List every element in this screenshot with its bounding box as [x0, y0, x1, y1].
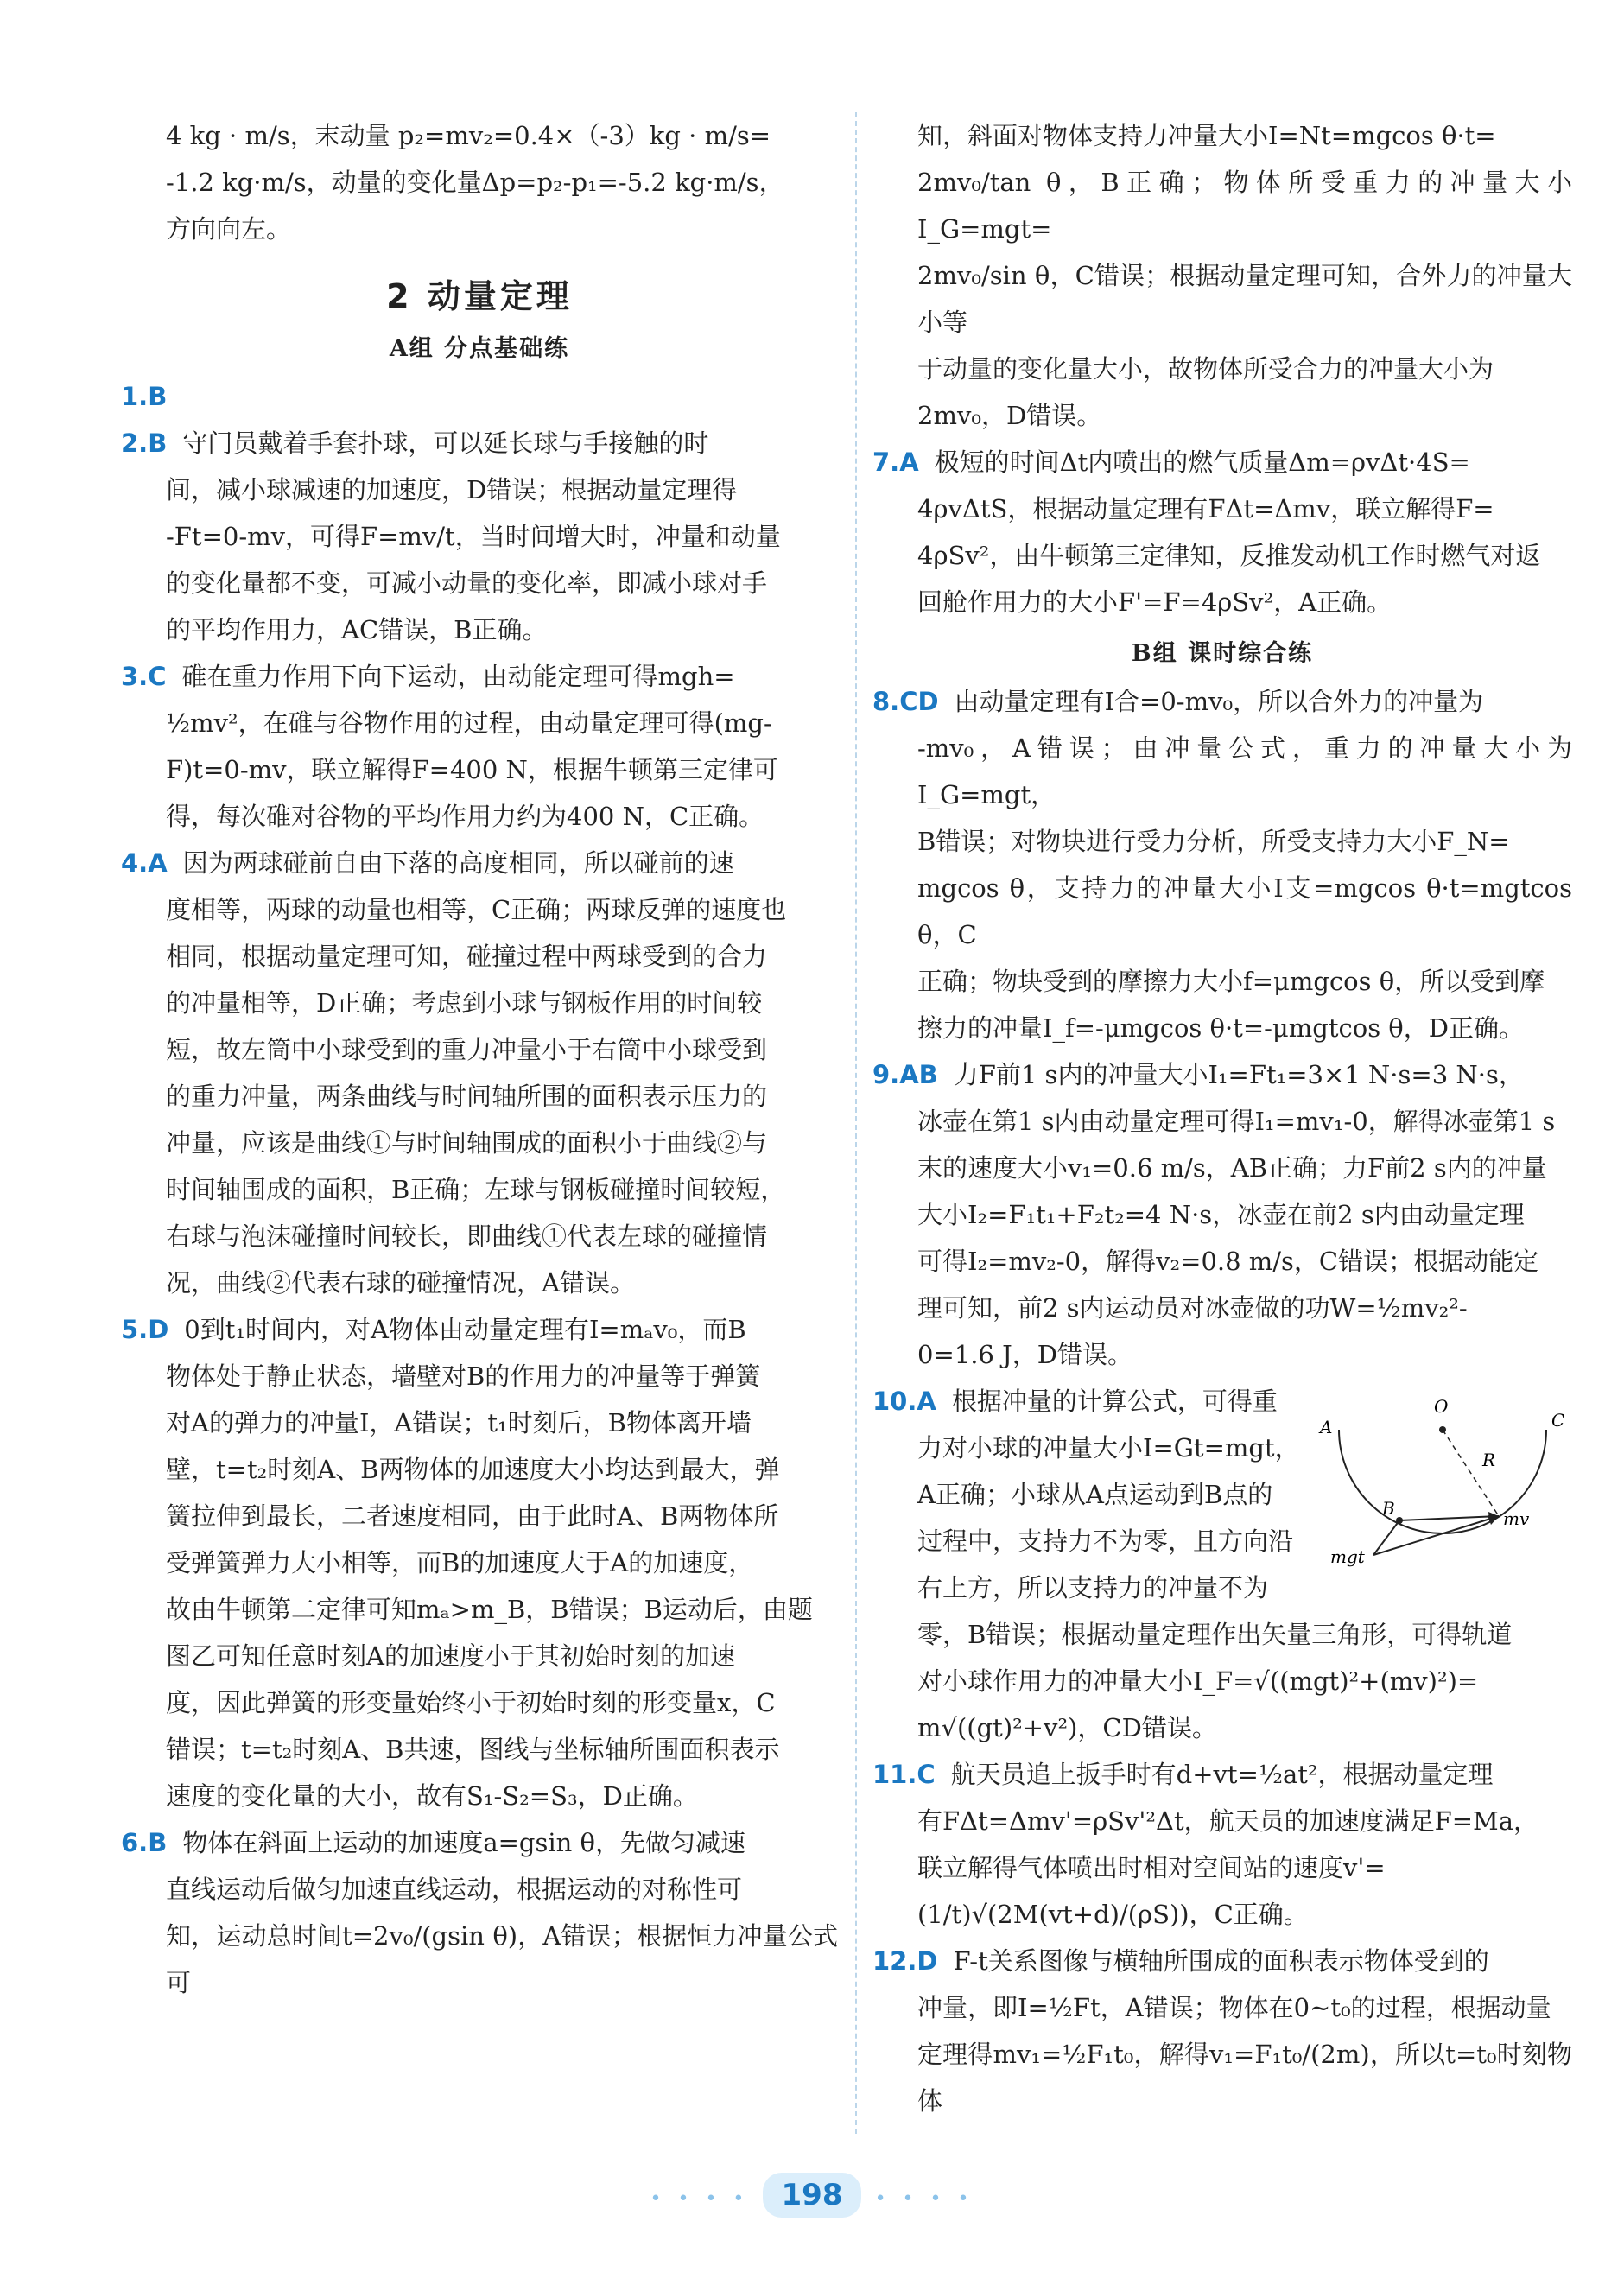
- ball-point-b: [1396, 1517, 1403, 1524]
- question-number: [872, 1387, 936, 1416]
- vector-mgt: [1373, 1520, 1399, 1555]
- answer-choice: A: [148, 848, 168, 878]
- text-line: F)t=0-mv，联立解得F=400 N，根据牛顿第三定律可: [166, 755, 778, 784]
- radius-line: [1443, 1430, 1499, 1516]
- number-text: 2.: [121, 428, 149, 458]
- text-line: 对A的弹力的冲量I，A错误；t₁时刻后，B物体离开墙: [166, 1408, 752, 1437]
- text-line: 的变化量都不变，可减小动量的变化率，即减小球对手: [166, 568, 768, 598]
- answer-choice: B: [148, 428, 168, 458]
- text-line: 冰壶在第1 s内由动量定理可得I₁=mv₁-0，解得冰壶第1 s: [917, 1107, 1556, 1136]
- text-line: (1/t)√(2M(vt+d)/(ρS))，C正确。: [917, 1900, 1309, 1929]
- text-line: ½mv²，在碓与谷物作用的过程，由动量定理可得(mg-: [166, 708, 772, 738]
- answer-1: [121, 373, 838, 420]
- text-line: 回舱作用力的大小F'=F=4ρSv²，A正确。: [917, 587, 1392, 617]
- answer-3: [121, 653, 838, 700]
- text-line: 于动量的变化量大小，故物体所受合力的冲量大小为: [917, 354, 1494, 384]
- right-column: [872, 112, 1572, 2124]
- question-number: [872, 1060, 938, 1089]
- text-line: 碓在重力作用下向下运动，由动能定理可得mgh=: [181, 662, 735, 691]
- number-text: 8.: [872, 687, 900, 716]
- text-line: -1.2 kg·m/s，动量的变化量Δp=p₂-p₁=-5.2 kg·m/s，: [166, 168, 784, 197]
- number-text: 9.: [872, 1060, 900, 1089]
- text-line: 定理得mv₁=½F₁t₀，解得v₁=F₁t₀/(2m)，所以t=t₀时刻物体: [917, 2040, 1572, 2116]
- momentum-vector-mv: [1399, 1516, 1499, 1520]
- text-line: 2mv₀/sin θ，C错误；根据动量定理可知，合外力的冲量大小等: [917, 261, 1572, 337]
- number-text: 1.: [121, 382, 149, 411]
- text-line: 力F前1 s内的冲量大小I₁=Ft₁=3×1 N·s=3 N·s，: [953, 1060, 1524, 1089]
- question-number: [121, 382, 167, 411]
- question-number: [121, 1315, 168, 1344]
- resultant-vector: [1373, 1516, 1499, 1555]
- number-text: 10.: [872, 1387, 917, 1416]
- answer-choice: D: [148, 1315, 169, 1344]
- text-line: 冲量，即I=½Ft，A错误；物体在0~t₀的过程，根据动量: [917, 1993, 1551, 2022]
- question-number: [121, 662, 167, 691]
- text-line: 壁，t=t₂时刻A、B两物体的加速度大小均达到最大，弹: [166, 1455, 780, 1484]
- text-line: 因为两球碰前自由下落的高度相同，所以碰前的速: [182, 848, 734, 878]
- number-text: 11.: [872, 1760, 917, 1789]
- text-line: 过程中，支持力不为零，且方向沿: [917, 1526, 1294, 1556]
- answer-choice: A: [917, 1387, 936, 1416]
- answer-5: [121, 1306, 838, 1353]
- question-number: [872, 447, 919, 477]
- text-line: 况，曲线②代表右球的碰撞情况，A错误。: [166, 1268, 635, 1298]
- text-line: 航天员追上扳手时有d+vt=½at²，根据动量定理: [950, 1760, 1494, 1789]
- page-number-bar: [0, 2173, 1624, 2218]
- group-b-title: B组 课时综合练: [1131, 640, 1314, 667]
- text-line: 右球与泡沫碰撞时间较长，即曲线①代表左球的碰撞情: [166, 1222, 768, 1251]
- answer-choice: B: [148, 1828, 168, 1857]
- answer-12: [872, 1938, 1572, 1984]
- text-line: 冲量，应该是曲线①与时间轴围成的面积小于曲线②与: [166, 1128, 768, 1158]
- text-line: 物体处于静止状态，墙壁对B的作用力的冲量等于弹簧: [166, 1361, 761, 1391]
- text-line: m√((gt)²+v²)，CD错误。: [917, 1713, 1217, 1742]
- text-line: 力对小球的冲量大小I=Gt=mgt，: [917, 1433, 1300, 1463]
- text-line: 的平均作用力，AC错误，B正确。: [166, 615, 548, 644]
- label-a: A: [1320, 1417, 1333, 1437]
- label-o: O: [1434, 1396, 1449, 1417]
- track-diagram: [1313, 1378, 1572, 1568]
- answer-choice: A: [899, 447, 919, 477]
- answer-7: [872, 439, 1572, 485]
- answer-2: [121, 420, 838, 466]
- answer-choice: D: [917, 1946, 938, 1976]
- label-c: C: [1551, 1410, 1565, 1431]
- number-text: 7.: [872, 447, 900, 477]
- text-line: 速度的变化量的大小，故有S₁-S₂=S₃，D正确。: [166, 1781, 698, 1811]
- label-mv: mv: [1503, 1508, 1530, 1529]
- text-line: 方向向左。: [166, 214, 292, 244]
- question-number: [121, 848, 168, 878]
- text-line: 正确；物块受到的摩擦力大小f=μmgcos θ，所以受到摩: [917, 967, 1545, 996]
- text-line: 度相等，两球的动量也相等，C正确；两球反弹的速度也: [166, 895, 787, 924]
- text-line: 4 kg · m/s，末动量 p₂=mv₂=0.4×（-3）kg · m/s=: [166, 121, 771, 150]
- text-line: 相同，根据动量定理可知，碰撞过程中两球受到的合力: [166, 942, 768, 971]
- column-divider: [855, 112, 857, 2134]
- text-line: A正确；小球从A点运动到B点的: [917, 1480, 1273, 1509]
- question-number: [121, 1828, 167, 1857]
- text-line: 守门员戴着手套扑球，可以延长球与手接触的时: [182, 428, 709, 458]
- text-line: 受弹簧弹力大小相等，而B的加速度大于A的加速度，: [166, 1548, 754, 1577]
- number-text: 12.: [872, 1946, 917, 1976]
- text-line: 擦力的冲量I_f=-μmgcos θ·t=-μmgtcos θ，D正确。: [917, 1013, 1525, 1043]
- text-line: 的重力冲量，两条曲线与时间轴所围的面积表示压力的: [166, 1082, 768, 1111]
- text-line: 得，每次碓对谷物的平均作用力约为400 N，C正确。: [166, 802, 764, 831]
- text-line: 可得I₂=mv₂-0，解得v₂=0.8 m/s，C错误；根据动能定: [917, 1247, 1539, 1276]
- text-line: B错误；对物块进行受力分析，所受支持力大小F_N=: [917, 827, 1510, 856]
- question-number: [872, 1946, 937, 1976]
- answer-10-block: [872, 1378, 1572, 1611]
- number-text: 5.: [121, 1315, 149, 1344]
- group-a-title: A组 分点基础练: [389, 335, 570, 362]
- text-line: 时间轴围成的面积，B正确；左球与钢板碰撞时间较短，: [166, 1175, 786, 1204]
- text-line: 2mv₀/tan θ，B正确；物体所受重力的冲量大小I_G=mgt=: [917, 168, 1572, 244]
- question-number: [872, 1760, 936, 1789]
- answer-10: [872, 1378, 1322, 1425]
- answer-choice: B: [148, 382, 168, 411]
- text-line: 间，减小球减速的加速度，D错误；根据动量定理得: [166, 475, 738, 505]
- text-line: F-t关系图像与横轴所围成的面积表示物体受到的: [953, 1946, 1489, 1976]
- text-line: mgcos θ，支持力的冲量大小I支=mgcos θ·t=mgtcos θ，C: [917, 873, 1572, 949]
- text-line: 知，运动总时间t=2v₀/(gsin θ)，A错误；根据恒力冲量公式可: [166, 1921, 838, 1997]
- text-line: 大小I₂=F₁t₁+F₂t₂=4 N·s，冰壶在前2 s内由动量定理: [917, 1200, 1525, 1229]
- text-line: 度，因此弹簧的形变量始终小于初始时刻的形变量x，C: [166, 1688, 776, 1717]
- text-line: 直线运动后做匀加速直线运动，根据运动的对称性可: [166, 1875, 743, 1904]
- answer-4: [121, 840, 838, 886]
- text-line: 4ρvΔtS，根据动量定理有FΔt=Δmv，联立解得F=: [917, 494, 1494, 524]
- answer-8: [872, 678, 1572, 725]
- text-line: -mv₀，A错误；由冲量公式，重力的冲量大小为I_G=mgt，: [917, 733, 1572, 809]
- question-number: [121, 428, 167, 458]
- number-text: 3.: [121, 662, 149, 691]
- answer-choice: CD: [899, 687, 939, 716]
- text-line: 错误；t=t₂时刻A、B共速，图线与坐标轴所围面积表示: [166, 1735, 780, 1764]
- answer-choice: C: [148, 662, 167, 691]
- text-line: 知，斜面对物体支持力冲量大小I=Nt=mgcos θ·t=: [917, 121, 1496, 150]
- answer-choice: AB: [899, 1060, 938, 1089]
- text-line: 0=1.6 J，D错误。: [917, 1340, 1132, 1369]
- text-line: 有FΔt=Δmv'=ρSv'²Δt，航天员的加速度满足F=Ma，: [917, 1806, 1539, 1836]
- text-line: 物体在斜面上运动的加速度a=gsin θ，先做匀减速: [182, 1828, 745, 1857]
- text-line: 由动量定理有I合=0-mv₀，所以合外力的冲量为: [954, 687, 1484, 716]
- answer-9: [872, 1051, 1572, 1098]
- answer-11: [872, 1751, 1572, 1798]
- text-line: 故由牛顿第二定律可知mₐ>m_B，B错误；B运动后，由题: [166, 1595, 813, 1624]
- number-text: 4.: [121, 848, 149, 878]
- label-b: B: [1382, 1498, 1395, 1519]
- text-line: 零，B错误；根据动量定理作出矢量三角形，可得轨道: [917, 1620, 1513, 1649]
- label-mgt: mgt: [1330, 1546, 1365, 1567]
- text-line: 右上方，所以支持力的冲量不为: [917, 1573, 1269, 1602]
- text-line: 极短的时间Δt内喷出的燃气质量Δm=ρvΔt·4S=: [934, 447, 1470, 477]
- text-line: 图乙可知任意时刻A的加速度小于其初始时刻的加速: [166, 1641, 735, 1671]
- text-line: 理可知，前2 s内运动员对冰壶做的功W=½mv₂²-: [917, 1293, 1468, 1323]
- text-line: 短，故左筒中小球受到的重力冲量小于右筒中小球受到: [166, 1035, 768, 1064]
- question-number: [872, 687, 939, 716]
- text-line: 的冲量相等，D正确；考虑到小球与钢板作用的时间较: [166, 988, 763, 1018]
- answer-6: [121, 1819, 838, 1866]
- text-line: 0到t₁时间内，对A物体由动量定理有I=mₐv₀，而B: [184, 1315, 746, 1344]
- page-number: 198: [763, 2173, 862, 2218]
- chapter-title: 2 动量定理: [386, 277, 573, 315]
- text-line: 簧拉伸到最长，二者速度相同，由于此时A、B两物体所: [166, 1501, 779, 1531]
- text-line: 末的速度大小v₁=0.6 m/s，AB正确；力F前2 s内的冲量: [917, 1153, 1547, 1183]
- label-r: R: [1482, 1450, 1496, 1470]
- text-line: 根据冲量的计算公式，可得重: [951, 1387, 1278, 1416]
- text-line: -Ft=0-mv，可得F=mv/t，当时间增大时，冲量和动量: [166, 522, 781, 551]
- text-line: 对小球作用力的冲量大小I_F=√((mgt)²+(mv)²)=: [917, 1666, 1479, 1696]
- number-text: 6.: [121, 1828, 149, 1857]
- text-line: 2mv₀，D错误。: [917, 401, 1102, 430]
- text-line: 4ρSv²，由牛顿第三定律知，反推发动机工作时燃气对返: [917, 541, 1541, 570]
- track-diagram-svg: [1313, 1378, 1572, 1568]
- answer-choice: C: [917, 1760, 936, 1789]
- decor-dots-left: • • • •: [650, 2188, 750, 2210]
- left-column: [121, 112, 838, 2006]
- decor-dots-right: • • • •: [874, 2188, 974, 2210]
- text-line: 联立解得气体喷出时相对空间站的速度v'=: [917, 1853, 1386, 1882]
